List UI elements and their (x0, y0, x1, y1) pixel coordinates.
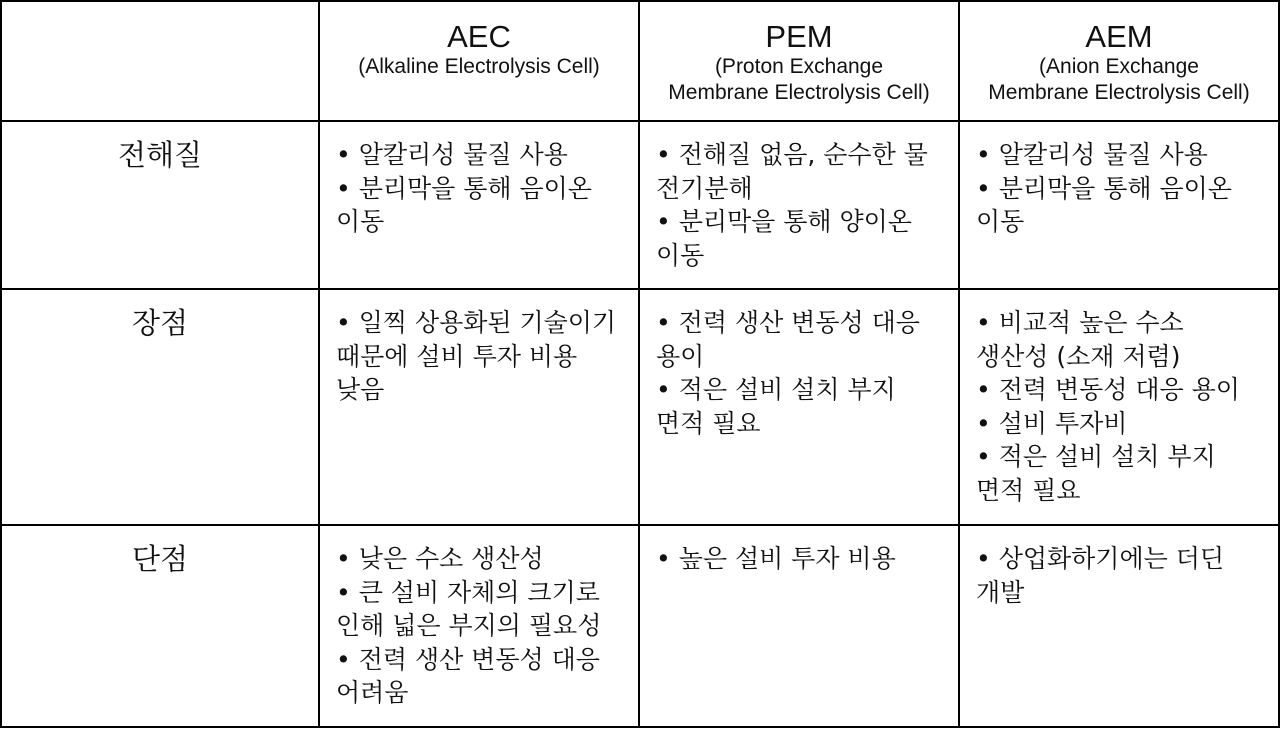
cell-line: • 설비 투자비 (976, 408, 1128, 438)
cell-line: 어려움 (336, 678, 409, 707)
cell-line: 이동 (976, 207, 1025, 236)
cell-line: 생산성 (소재 저렴) (976, 341, 1181, 371)
header-title: PEM (765, 19, 833, 54)
cell-line: • 전력 변동성 대응 용이 (976, 375, 1240, 404)
cell-line: 인해 넓은 부지의 필요성 (336, 611, 602, 640)
cell-line: • 낮은 수소 생산성 (336, 544, 544, 573)
table-border-bottom (0, 726, 1280, 728)
cell-line: • 분리막을 통해 음이온 (976, 173, 1232, 203)
cell-line: 낮음 (336, 375, 385, 404)
header-pem (640, 2, 958, 120)
header-title: AEC (447, 19, 511, 54)
cell-line: 때문에 설비 투자 비용 (336, 341, 578, 371)
cell-aec-advantages (320, 290, 638, 524)
cell-line: 면적 필요 (976, 475, 1081, 505)
cell-line: 개발 (976, 577, 1025, 607)
corner-cell (2, 2, 318, 120)
cell-line: • 적은 설비 설치 부지 (976, 442, 1216, 471)
header-aem (960, 2, 1278, 120)
cell-aem-disadvantages (960, 526, 1278, 726)
cell-line: 이동 (336, 207, 385, 236)
row-label-disadvantages: 단점 (131, 542, 189, 576)
cell-line: • 상업화하기에는 더딘 (976, 544, 1224, 573)
header-subtitle: (Alkaline Electrolysis Cell) (358, 55, 600, 78)
header-aec (320, 2, 638, 120)
row-label-advantages: 장점 (131, 306, 189, 340)
cell-line: • 높은 설비 투자 비용 (656, 544, 896, 573)
cell-line: 이동 (656, 240, 705, 270)
cell-aem-electrolyte (960, 122, 1278, 288)
cell-line: 전기분해 (656, 173, 753, 203)
cell-line: 용이 (656, 341, 705, 371)
cell-line: • 알칼리성 물질 사용 (976, 140, 1208, 169)
cell-line: • 일찍 상용화된 기술이기 (336, 308, 617, 337)
cell-line: • 전력 생산 변동성 대응 (336, 644, 600, 674)
cell-line: • 적은 설비 설치 부지 (656, 375, 896, 404)
header-subtitle: (Anion Exchange (1039, 55, 1199, 78)
row-label-electrolyte: 전해질 (117, 138, 203, 172)
cell-line: • 비교적 높은 수소 (976, 308, 1184, 337)
cell-aem-advantages (960, 290, 1278, 524)
cell-pem-electrolyte (640, 122, 958, 288)
header-subtitle: (Proton Exchange (714, 55, 884, 78)
header-subtitle: Membrane Electrolysis Cell) (668, 81, 930, 104)
header-title: AEM (1085, 19, 1153, 54)
cell-line: • 분리막을 통해 음이온 (336, 173, 592, 203)
cell-line: 면적 필요 (656, 408, 761, 438)
header-subtitle: Membrane Electrolysis Cell) (988, 81, 1250, 104)
cell-pem-disadvantages (640, 526, 958, 726)
cell-line: • 큰 설비 자체의 크기로 (336, 577, 600, 607)
cell-pem-advantages (640, 290, 958, 524)
cell-line: • 전해질 없음, 순수한 물 (656, 140, 928, 169)
cell-aec-disadvantages (320, 526, 638, 726)
cell-line: • 알칼리성 물질 사용 (336, 140, 568, 169)
cell-line: • 분리막을 통해 양이온 (656, 207, 912, 236)
cell-aec-electrolyte (320, 122, 638, 288)
cell-line: • 전력 생산 변동성 대응 (656, 308, 920, 337)
